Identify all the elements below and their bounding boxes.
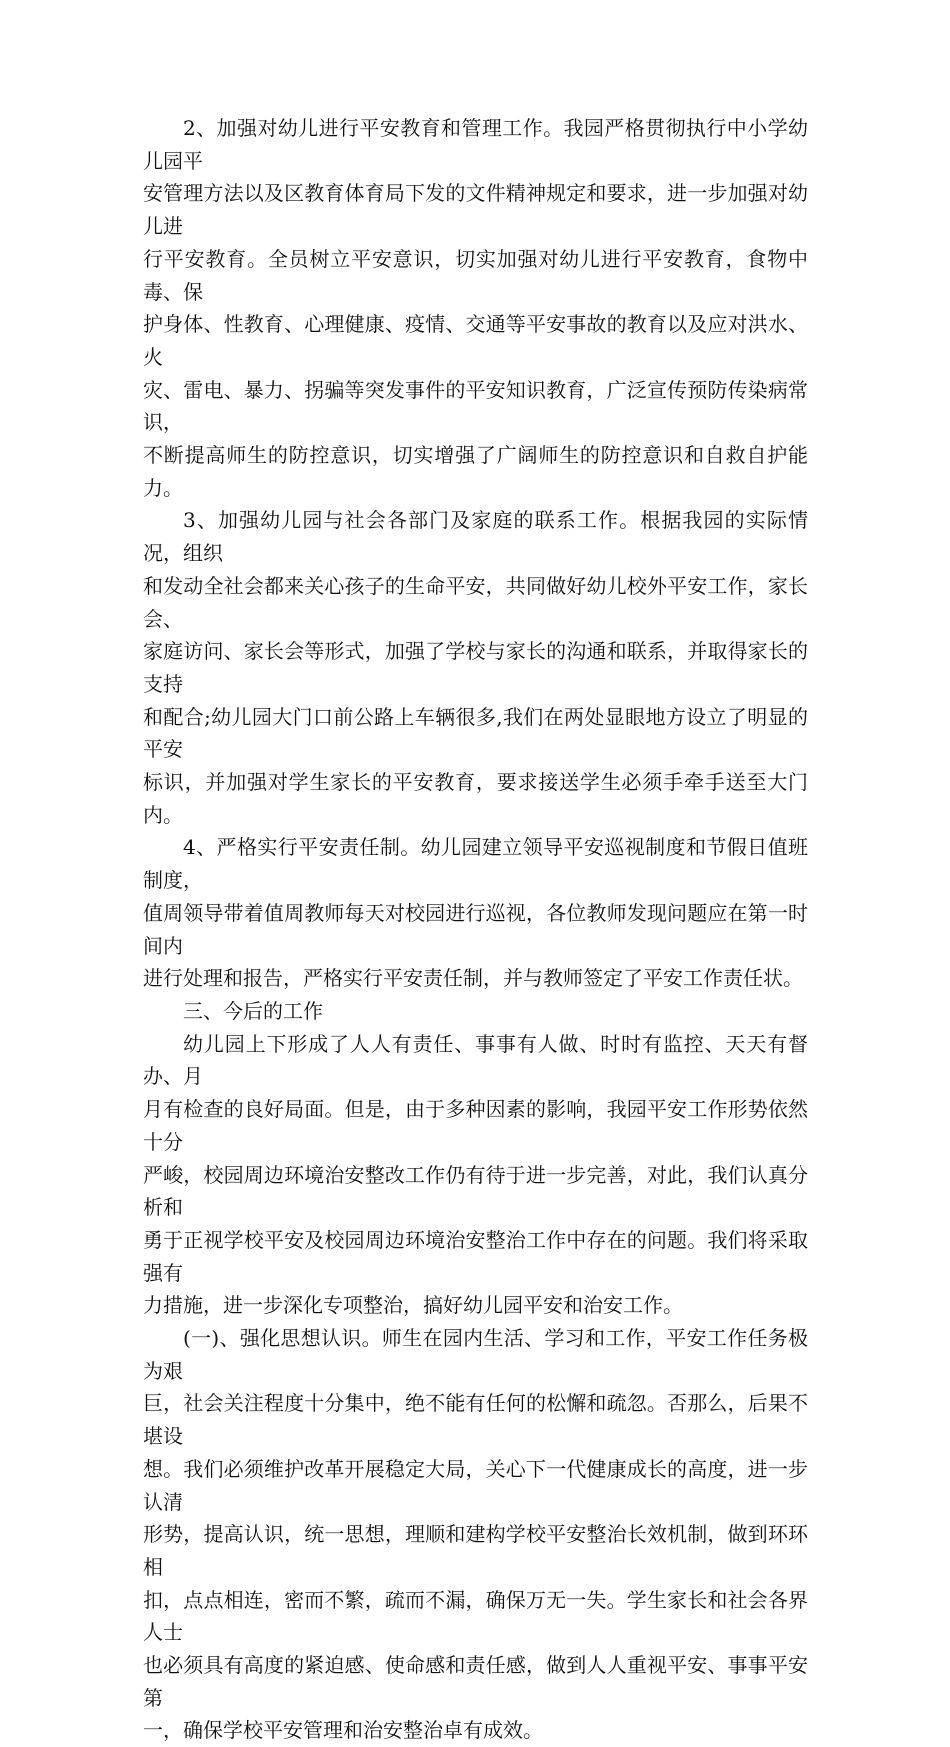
section-heading-future-work: 三、今后的工作 — [183, 998, 323, 1023]
paragraph-responsibility-system: 4、严格实行平安责任制。幼儿园建立领导平安巡视制度和节假日值班制度， 值周领导带着值周教师每天对校园进行巡视，各位教师发现问题应在第一时间内 进行处理和报告，严格实行平安责任制，并与教师签定了平安工作责任状。 — [143, 835, 808, 991]
document-body — [143, 112, 808, 1747]
paragraph-safety-education: 2、加强对幼儿进行平安教育和管理工作。我园严格贯彻执行中小学幼儿园平 安管理方法以及区教育体育局下发的文件精神规定和要求，进一步加强对幼儿进 行平安教育。全员树立平安意识，切实加强对幼儿进行平安教育，食物中毒、保 护身体、性教育、心理健康、疫情、交通等平安事故的教育以及应对洪水、火 灾、雷电、暴力、拐骗等突发事件的平安知识教育，广泛宣传预防传染病常识， 不断提高师生的防控意识，切实增强了广阔师生的防控意识和自救自护能力。 — [143, 116, 808, 500]
paragraph-family-liaison: 3、加强幼儿园与社会各部门及家庭的联系工作。根据我园的实际情况，组织 和发动全社会都来关心孩子的生命平安，共同做好幼儿校外平安工作，家长会、 家庭访问、家长会等形式，加强了学校与家长的沟通和联系，并取得家长的支持 和配合;幼儿园大门口前公路上车辆很多,我们在两处显眼地方设立了明显的平安 标识，并加强对学生家长的平安教育，要求接送学生必须手牵手送至大门内。 — [143, 508, 808, 827]
paragraph-strengthen-awareness: (一)、强化思想认识。师生在园内生活、学习和工作，平安工作任务极为艰 巨，社会关注程度十分集中，绝不能有任何的松懈和疏忽。否那么，后果不堪设 想。我们必须维护改革开展稳定大局，关心下一代健康成长的高度，进一步认清 形势，提高认识，统一思想，理顺和建构学校平安整治长效机制，做到环环相 扣，点点相连，密而不繁，疏而不漏，确保万无一失。学生家长和社会各界人士 也必须具有高度的紧迫感、使命感和责任感，做到人人重视平安、事事平安第 一，确保学校平安管理和治安整治卓有成效。 — [143, 1326, 808, 1743]
paragraph-overall-situation: 幼儿园上下形成了人人有责任、事事有人做、时时有监控、天天有督办、月 月有检查的良好局面。但是，由于多种因素的影响，我园平安工作形势依然十分 严峻，校园周边环境治安整改工作仍有待于进一步完善，对此，我们认真分析和 勇于正视学校平安及校园周边环境治安整治工作中存在的问题。我们将采取强有 力措施，进一步深化专项整治，搞好幼儿园平安和治安工作。 — [143, 1031, 808, 1318]
